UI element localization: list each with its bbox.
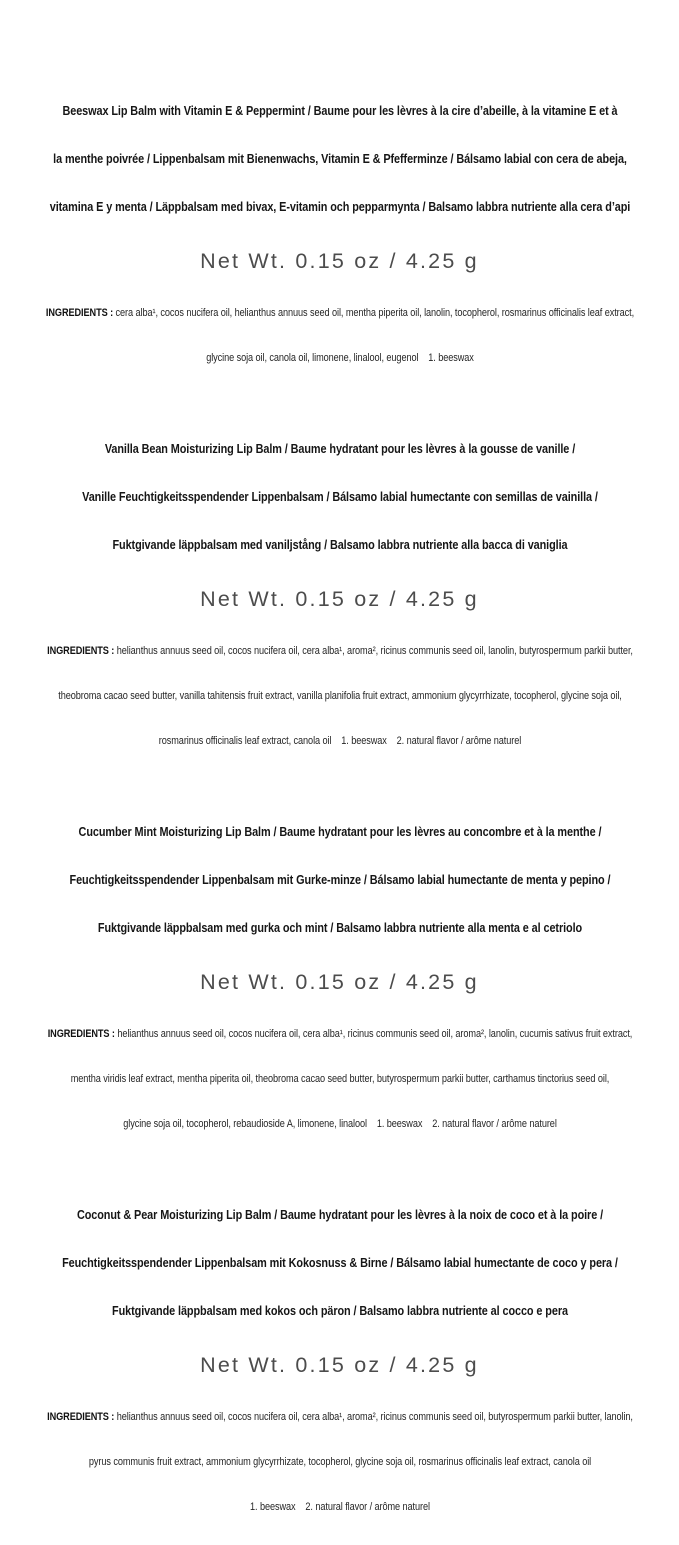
ingredients-line xyxy=(0,306,679,321)
ingredients-list xyxy=(0,1380,679,1545)
ingredients-label: INGREDIENTS : xyxy=(45,307,113,319)
net-weight: Net Wt. 0.15 oz / 4.25 g xyxy=(200,970,479,994)
ingredients-text: helianthus annuus seed oil, cocos nucifera oil, cera alba¹, aroma², ricinus communis seed oil, lanolin, butyrospermum parkii butter, xyxy=(113,645,633,657)
product-title-line: vitamina E y menta / Läppbalsam med bivax, E-vitamin och pepparmynta / Balsamo labbra nutriente alla cera d’api xyxy=(49,199,630,214)
net-weight: Net Wt. 0.15 oz / 4.25 g xyxy=(200,587,479,611)
ingredients-list xyxy=(0,614,679,779)
ingredients-line: theobroma cacao seed butter, vanilla tahitensis fruit extract, vanilla planifolia fruit extract, ammonium glycyrrhizate, tocopherol, glycine soja oil, xyxy=(57,690,622,702)
ingredients-list xyxy=(0,997,679,1162)
product-title-line: la menthe poivrée / Lippenbalsam mit Bienenwachs, Vitamin E & Pfefferminze / Bálsamo labial con cera de abeja, xyxy=(52,151,627,166)
ingredients-line: rosmarinus officinalis leaf extract, canola oil 1. beeswax 2. natural flavor / arôme naturel xyxy=(158,735,521,747)
ingredients-line xyxy=(0,1410,679,1425)
product-title-line: Vanille Feuchtigkeitsspendender Lippenbalsam / Bálsamo labial humectante con semillas de vainilla / xyxy=(81,489,598,504)
product-section-coconut-pear xyxy=(0,1175,679,1545)
product-title-line: Fuktgivande läppbalsam med gurka och mint / Balsamo labbra nutriente alla menta e al cetriolo xyxy=(97,920,582,935)
ingredients-text: helianthus annuus seed oil, cocos nucifera oil, cera alba¹, ricinus communis seed oil, aroma², lanolin, cucumis sativus fruit extract, xyxy=(114,1028,632,1040)
net-weight: Net Wt. 0.15 oz / 4.25 g xyxy=(200,1353,479,1377)
ingredients-label: INGREDIENTS : xyxy=(47,1028,115,1040)
product-title xyxy=(0,71,679,247)
product-title xyxy=(0,1175,679,1351)
product-title-line: Beeswax Lip Balm with Vitamin E & Peppermint / Baume pour les lèvres à la cire d’abeille, à la vitamine E et à xyxy=(61,103,618,118)
ingredients-text: helianthus annuus seed oil, cocos nucifera oil, cera alba¹, aroma², ricinus communis seed oil, butyrospermum parkii butter, lanolin, xyxy=(113,1411,633,1423)
ingredients-line: 1. beeswax 2. natural flavor / arôme naturel xyxy=(249,1501,430,1513)
product-title-line: Vanilla Bean Moisturizing Lip Balm / Baume hydratant pour les lèvres à la gousse de vanille / xyxy=(104,441,575,456)
product-title xyxy=(0,792,679,968)
product-title-line: Cucumber Mint Moisturizing Lip Balm / Baume hydratant pour les lèvres au concombre et à la menthe / xyxy=(78,824,601,839)
product-title xyxy=(0,409,679,585)
net-weight: Net Wt. 0.15 oz / 4.25 g xyxy=(200,249,479,273)
product-title-line: Fuktgivande läppbalsam med kokos och päron / Balsamo labbra nutriente al cocco e pera xyxy=(111,1303,568,1318)
ingredients-label: INGREDIENTS : xyxy=(46,645,114,657)
product-title-line: Feuchtigkeitsspendender Lippenbalsam mit Gurke-minze / Bálsamo labial humectante de menta y pepino / xyxy=(69,872,610,887)
product-title-line: Coconut & Pear Moisturizing Lip Balm / Baume hydratant pour les lèvres à la noix de coco et à la poire / xyxy=(76,1207,603,1222)
ingredients-line: glycine soja oil, tocopherol, rebaudioside A, limonene, linalool 1. beeswax 2. natural flavor / arôme naturel xyxy=(122,1118,557,1130)
ingredients-line: mentha viridis leaf extract, mentha piperita oil, theobroma cacao seed butter, butyrospermum parkii butter, carthamus tinctorius seed oil, xyxy=(70,1073,609,1085)
ingredients-text: cera alba¹, cocos nucifera oil, helianthus annuus seed oil, mentha piperita oil, lanolin, tocopherol, rosmarinus officinalis leaf extract, xyxy=(112,307,634,319)
product-section-vanilla-bean xyxy=(0,409,679,779)
product-title-line: Feuchtigkeitsspendender Lippenbalsam mit Kokosnuss & Birne / Bálsamo labial humectante de coco y pera / xyxy=(61,1255,618,1270)
ingredients-line: pyrus communis fruit extract, ammonium glycyrrhizate, tocopherol, glycine soja oil, rosmarinus officinalis leaf extract, canola oil xyxy=(88,1456,591,1468)
ingredients-line: glycine soja oil, canola oil, limonene, linalool, eugenol 1. beeswax xyxy=(205,352,474,364)
ingredients-list xyxy=(0,276,679,396)
ingredients-label: INGREDIENTS : xyxy=(46,1411,114,1423)
product-section-cucumber-mint xyxy=(0,792,679,1162)
product-section-beeswax xyxy=(0,71,679,396)
product-title-line: Fuktgivande läppbalsam med vaniljstång / Balsamo labbra nutriente alla bacca di vaniglia xyxy=(111,537,568,552)
ingredients-line xyxy=(0,644,679,659)
ingredients-line xyxy=(0,1027,679,1042)
